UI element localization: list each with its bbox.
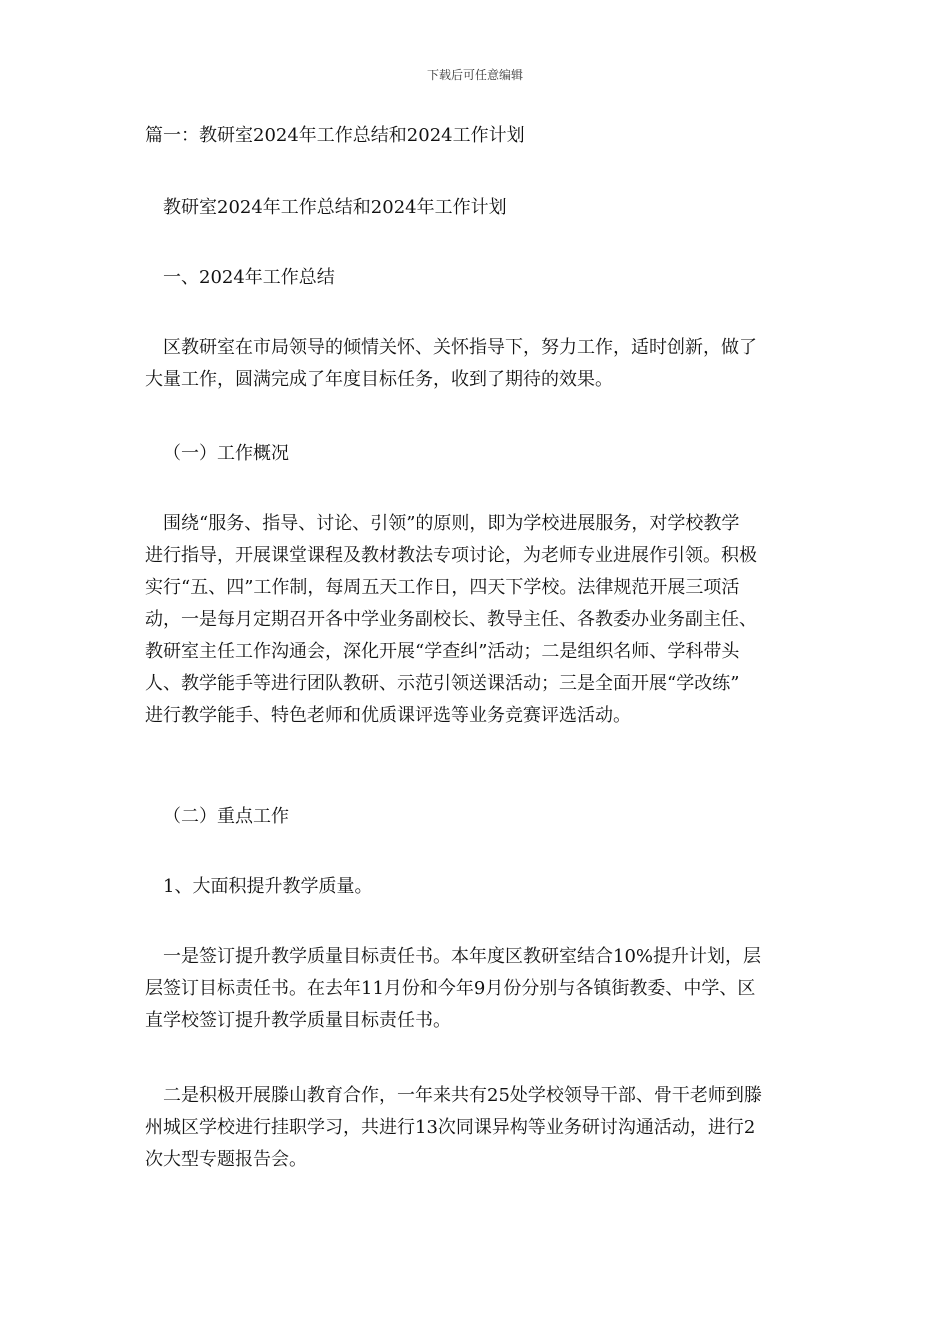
paragraph-line: 人、教学能手等进行团队教研、示范引领送课活动；三是全面开展“学改练” <box>145 673 740 694</box>
subsection-heading-overview: （一）工作概况 <box>163 443 289 464</box>
paragraph-line: 进行教学能手、特色老师和优质课评选等业务竞赛评选活动。 <box>145 705 631 726</box>
section-heading-summary: 一、2024年工作总结 <box>163 267 335 288</box>
paragraph-line: 大量工作，圆满完成了年度目标任务，收到了期待的效果。 <box>145 369 613 390</box>
paragraph-line: 州城区学校进行挂职学习，共进行13次同课异构等业务研讨沟通活动，进行2 <box>145 1117 756 1138</box>
paragraph-line: 二是积极开展滕山教育合作，一年来共有25处学校领导干部、骨干老师到滕 <box>163 1085 762 1106</box>
cooperation-paragraph <box>145 1080 810 1176</box>
chapter-title: 篇一：教研室2024年工作总结和2024工作计划 <box>145 125 525 146</box>
intro-paragraph <box>145 332 810 396</box>
paragraph-line: 层签订目标责任书。在去年11月份和今年9月份分别与各镇街教委、中学、区 <box>145 978 756 999</box>
paragraph-line: 进行指导，开展课堂课程及教材教法专项讨论，为老师专业进展作引领。积极 <box>145 545 757 566</box>
paragraph-line: 教研室主任工作沟通会，深化开展“学查纠”活动；二是组织名师、学科带头 <box>145 641 740 662</box>
paragraph-line: 动，一是每月定期召开各中学业务副校长、教导主任、各教委办业务副主任、 <box>145 609 757 630</box>
overview-paragraph <box>145 508 810 732</box>
paragraph-line: 实行“五、四”工作制，每周五天工作日，四天下学校。法律规范开展三项活 <box>145 577 740 598</box>
paragraph-line: 一是签订提升教学质量目标责任书。本年度区教研室结合10%提升计划，层 <box>163 946 762 967</box>
paragraph-line: 围绕“服务、指导、讨论、引领”的原则，即为学校进展服务，对学校教学 <box>163 513 740 534</box>
document-subtitle: 教研室2024年工作总结和2024年工作计划 <box>163 197 507 218</box>
subsection-heading-key-work: （二）重点工作 <box>163 806 289 827</box>
responsibility-paragraph <box>145 941 810 1037</box>
paragraph-line: 直学校签订提升教学质量目标责任书。 <box>145 1010 451 1031</box>
header-note: 下载后可任意编辑 <box>426 68 523 82</box>
paragraph-line: 次大型专题报告会。 <box>145 1149 307 1170</box>
paragraph-line: 区教研室在市局领导的倾情关怀、关怀指导下，努力工作，适时创新，做了 <box>163 337 757 358</box>
item-heading-quality: 1、大面积提升教学质量。 <box>163 876 373 897</box>
